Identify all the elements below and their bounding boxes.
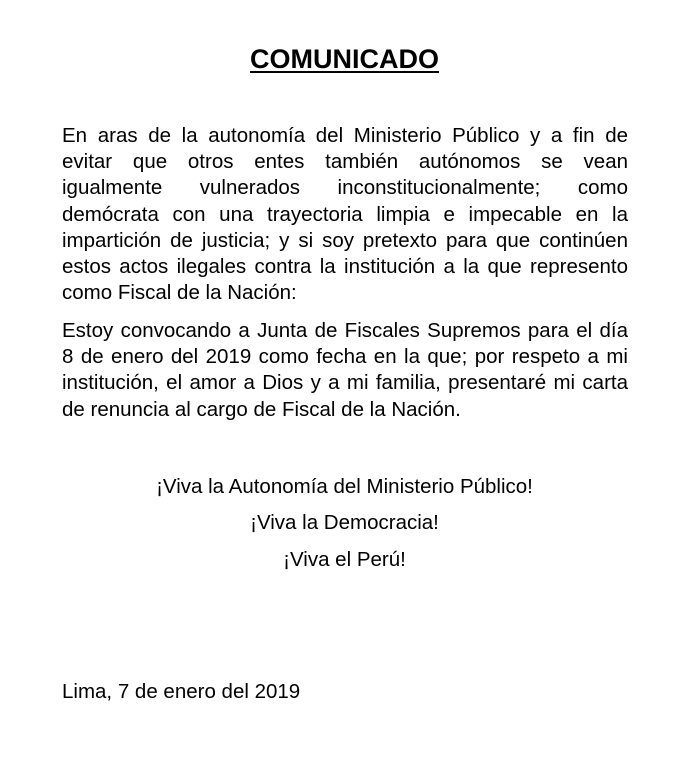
place-date: Lima, 7 de enero del 2019 [62,680,301,703]
paragraph-intro: En aras de la autonomía del Ministerio Público y a fin de evitar que otros entes también autónomos se vean igualmente vulnerados inconstitucionalmente; como demócrata con una trayectoria limpia e impecable en la impartición de justicia; y si soy pretexto para que continúen estos actos ilegales contra la institución a la que represento como Fiscal de la Nación: [62,124,628,305]
slogan-democracia: ¡Viva la Democracia! [250,511,439,534]
slogan-peru: ¡Viva el Perú! [283,548,406,571]
slogan-autonomia: ¡Viva la Autonomía del Ministerio Público! [156,475,533,498]
paragraph-announcement: Estoy convocando a Junta de Fiscales Supremos para el día 8 de enero del 2019 como fecha en la que; por respeto a mi institución, el amor a Dios y a mi familia, presentaré mi carta de renuncia al cargo de Fiscal de la Nación. [62,319,628,421]
document-title: COMUNICADO [250,44,439,74]
